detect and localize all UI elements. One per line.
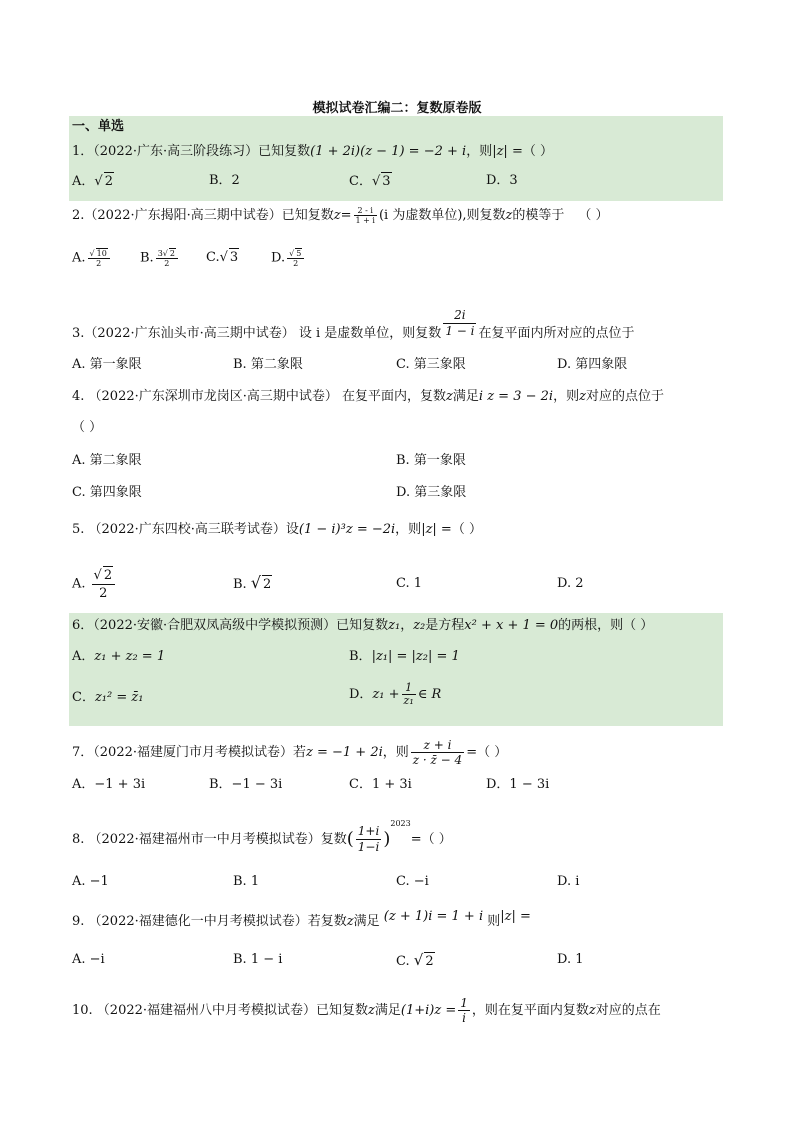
q7-stem-b: ，则 bbox=[382, 745, 409, 760]
q1-option-d[interactable]: D．3 bbox=[486, 173, 518, 188]
question-1 bbox=[72, 143, 553, 161]
q9-stem: 9. （2022·福建德化一中月考模拟试卷）若复数 bbox=[72, 914, 347, 929]
q2-option-d-frac: $\frac{√ 5}{2}$ bbox=[287, 248, 304, 268]
q5-option-a[interactable] bbox=[72, 566, 117, 602]
q8-stem: 8. （2022·福建福州市一中月考模拟试卷）复数 bbox=[72, 832, 347, 847]
q1-stem-b: ，则 bbox=[466, 144, 493, 159]
q6-comma: ， bbox=[400, 618, 414, 633]
q2-stem-c: 的模等于 bbox=[512, 208, 565, 223]
q8-stem-b: =（ ） bbox=[410, 832, 452, 847]
q6-z2: z₂ bbox=[413, 618, 426, 633]
q1-option-c-value: 3 bbox=[382, 174, 391, 189]
q4-option-a[interactable]: A. 第二象限 bbox=[72, 453, 142, 468]
q2-paren: （ ） bbox=[578, 208, 609, 223]
q10-fraction: $\frac{1}{i}$ bbox=[460, 996, 468, 1025]
q9-option-c-label: C. bbox=[396, 954, 410, 969]
q2-option-a[interactable] bbox=[72, 248, 112, 268]
q4-paren: （ ） bbox=[72, 420, 103, 435]
q1-option-b[interactable]: B．2 bbox=[209, 173, 240, 188]
q6-option-c[interactable] bbox=[72, 689, 143, 707]
q5-option-a-label: A. bbox=[72, 576, 86, 592]
q4-option-d[interactable]: D. 第三象限 bbox=[396, 485, 467, 500]
q9-option-d[interactable]: D. 1 bbox=[557, 952, 584, 967]
q1-option-a-value: 2 bbox=[104, 174, 113, 189]
q2-option-b[interactable] bbox=[140, 248, 180, 268]
q1-option-a-label: A． bbox=[72, 174, 95, 189]
question-10 bbox=[72, 996, 661, 1025]
q3-fraction: $\frac{2i}{1 - i}$ bbox=[445, 308, 475, 338]
q1-paren: （ ） bbox=[522, 144, 553, 159]
question-3 bbox=[72, 308, 635, 349]
q3-option-b[interactable]: B. 第二象限 bbox=[233, 357, 303, 372]
q5-expression: (1 − i)³z = −2i bbox=[298, 522, 396, 537]
q6-option-b[interactable] bbox=[349, 648, 460, 666]
q8-option-b[interactable]: B. 1 bbox=[233, 874, 260, 889]
q6-option-d-frac: $\frac{1}{\text{z₁}}$ bbox=[403, 681, 414, 707]
q1-abs: |z| = bbox=[492, 144, 523, 159]
q1-option-c-label: C． bbox=[349, 174, 372, 189]
q2-option-d-label: D. bbox=[271, 250, 286, 266]
q8-option-c[interactable]: C. −i bbox=[396, 874, 429, 889]
q8-exponent: 2023 bbox=[390, 818, 411, 828]
q5-paren: （ ） bbox=[451, 522, 482, 537]
question-2 bbox=[72, 206, 609, 225]
q10-stem-d: 对应的点在 bbox=[595, 1003, 661, 1018]
q6-option-d[interactable] bbox=[349, 682, 441, 707]
q7-stem: 7．（2022·福建厦门市月考模拟试卷）若 bbox=[72, 745, 306, 760]
q9-z: z bbox=[346, 914, 354, 929]
page-title: 模拟试卷汇编二：复数原卷版 bbox=[312, 101, 482, 116]
q9-option-c-value: 2 bbox=[425, 954, 434, 969]
q6-option-d-expr-b: ∈ R bbox=[417, 687, 442, 702]
q2-option-c-value: 3 bbox=[229, 250, 239, 265]
q5-stem-b: ，则 bbox=[395, 522, 422, 537]
q4-z: z bbox=[446, 389, 453, 404]
q9-option-c[interactable]: C. √ 2 bbox=[396, 951, 434, 969]
q6-stem-c: 的两根，则（ ） bbox=[558, 618, 654, 633]
q7-fraction: $\frac{z + i}{z \cdot z̄ - 4}$ bbox=[412, 738, 463, 767]
question-6 bbox=[72, 617, 653, 635]
q9-option-b[interactable]: B. 1 − i bbox=[233, 952, 283, 967]
q3-stem: 3.（2022·广东汕头市·高三期中试卷） 设 i 是虚数单位，则复数 bbox=[72, 326, 442, 341]
q9-option-a[interactable]: A. −i bbox=[72, 952, 105, 967]
q9-expression: (z + 1)i = 1 + i bbox=[383, 909, 484, 924]
q1-option-a[interactable]: A．√ 2 bbox=[72, 174, 113, 189]
q6-option-c-expr: z₁² = z̄₁ bbox=[94, 690, 144, 705]
question-5 bbox=[72, 521, 482, 539]
question-4 bbox=[72, 388, 664, 406]
question-9 bbox=[72, 909, 531, 931]
q10-stem-b: 满足 bbox=[374, 1003, 401, 1018]
q2-stem-b: (i 为虚数单位),则复数 bbox=[378, 208, 506, 223]
q5-option-b-value: 2 bbox=[263, 577, 272, 592]
q6-z1: z₁ bbox=[388, 618, 401, 633]
q2-option-a-frac: $\frac{√ 10}{2}$ bbox=[88, 248, 110, 268]
q5-abs: |z| = bbox=[421, 522, 452, 537]
q10-stem-c: ，则在复平面内复数 bbox=[471, 1003, 589, 1018]
q3-option-a[interactable]: A. 第一象限 bbox=[72, 357, 142, 372]
q7-option-d[interactable]: D．1 − 3i bbox=[486, 777, 550, 792]
q6-option-c-label: C． bbox=[72, 690, 95, 705]
q6-option-d-label: D． bbox=[349, 687, 373, 702]
question-7 bbox=[72, 738, 507, 767]
q8-option-a[interactable]: A. −1 bbox=[72, 874, 109, 889]
q7-option-c[interactable]: C．1 + 3i bbox=[349, 777, 412, 792]
q2-stem: 2.（2022·广东揭阳·高三期中试卷）已知复数 bbox=[72, 208, 334, 223]
q9-stem-c: 则 bbox=[487, 914, 501, 929]
q6-option-a-label: A． bbox=[72, 649, 95, 664]
q5-stem: 5. （2022·广东四校·高三联考试卷）设 bbox=[72, 522, 299, 537]
q10-stem: 10. （2022·福建福州八中月考模拟试卷）已知复数 bbox=[72, 1003, 369, 1018]
q4-z2: z bbox=[579, 389, 586, 404]
q4-option-c[interactable]: C. 第四象限 bbox=[72, 485, 142, 500]
q6-option-d-expr: z₁ + bbox=[372, 687, 400, 702]
q10-z: z bbox=[368, 1003, 375, 1018]
q5-option-b[interactable]: B. √ 2 bbox=[233, 573, 272, 592]
q2-option-c-label: C. bbox=[206, 250, 220, 265]
q4-option-b[interactable]: B. 第一象限 bbox=[396, 453, 466, 468]
q7-option-b[interactable]: B．−1 − 3i bbox=[209, 777, 283, 792]
q1-option-c[interactable]: C．√ 3 bbox=[349, 174, 391, 189]
section-heading: 一、单选 bbox=[72, 119, 125, 134]
q10-z2: z bbox=[588, 1003, 596, 1018]
q10-expression: (1+i)z = bbox=[400, 1003, 457, 1018]
q7-stem-c: =（ ） bbox=[466, 745, 508, 760]
q2-option-c[interactable]: C.√ 3 bbox=[206, 250, 239, 265]
q7-expression: z = −1 + 2i bbox=[306, 745, 383, 760]
q6-option-b-label: B． bbox=[349, 649, 372, 664]
q3-stem-b: 在复平面内所对应的点位于 bbox=[478, 326, 635, 341]
q2-option-b-label: B. bbox=[140, 250, 154, 266]
q6-stem: 6．（2022·安徽·合肥双凤高级中学模拟预测）已知复数 bbox=[72, 618, 389, 633]
q9-abs: |z| = bbox=[500, 909, 531, 924]
q3-option-c[interactable]: C. 第三象限 bbox=[396, 357, 466, 372]
q6-equation: x² + x + 1 = 0 bbox=[464, 618, 559, 633]
q4-stem-c: ，则 bbox=[553, 389, 580, 404]
q2-z-eq: z= bbox=[333, 208, 352, 223]
q4-stem-b: 满足 bbox=[452, 389, 479, 404]
q5-option-d[interactable]: D. 2 bbox=[557, 576, 584, 591]
q4-stem: 4. （2022·广东深圳市龙岗区·高三期中试卷） 在复平面内，复数 bbox=[72, 389, 447, 404]
q8-option-d[interactable]: D. i bbox=[557, 874, 580, 889]
q4-stem-d: 对应的点位于 bbox=[585, 389, 664, 404]
q5-option-b-label: B. bbox=[233, 577, 247, 592]
q2-z: z bbox=[505, 208, 513, 223]
q5-option-a-frac: $\frac{√ 2}{2}$ bbox=[92, 566, 116, 602]
q1-expression: (1 + 2i)(z − 1) = −2 + i bbox=[310, 144, 467, 159]
q6-option-a-expr: z₁ + z₂ = 1 bbox=[94, 649, 166, 664]
q2-fraction: $\frac{2 - i}{1 + i}$ bbox=[355, 206, 375, 225]
q2-option-b-frac: $\frac{3√ 2}{2}$ bbox=[156, 248, 178, 268]
q6-option-a[interactable] bbox=[72, 648, 165, 666]
q4-expression: i z = 3 − 2i bbox=[478, 389, 554, 404]
q8-fraction: $\frac{1+i}{1-i}$ bbox=[357, 824, 380, 854]
q6-stem-b: 是方程 bbox=[425, 618, 465, 633]
q5-option-c[interactable]: C. 1 bbox=[396, 576, 423, 591]
q6-option-b-expr: |z₁| = |z₂| = 1 bbox=[371, 649, 460, 664]
q2-option-d[interactable] bbox=[271, 248, 306, 268]
q9-stem-b: 满足 bbox=[353, 914, 380, 929]
question-8: 8. （2022·福建福州市一中月考模拟试卷）复数( $\frac{1+i}{1-i}$ )$^{2023}$=（ ） bbox=[72, 818, 452, 854]
q2-option-a-label: A. bbox=[72, 250, 86, 266]
q7-option-a[interactable]: A．−1 + 3i bbox=[72, 777, 146, 792]
q1-stem: 1．（2022·广东·高三阶段练习）已知复数 bbox=[72, 144, 311, 159]
q3-option-d[interactable]: D. 第四象限 bbox=[557, 357, 628, 372]
